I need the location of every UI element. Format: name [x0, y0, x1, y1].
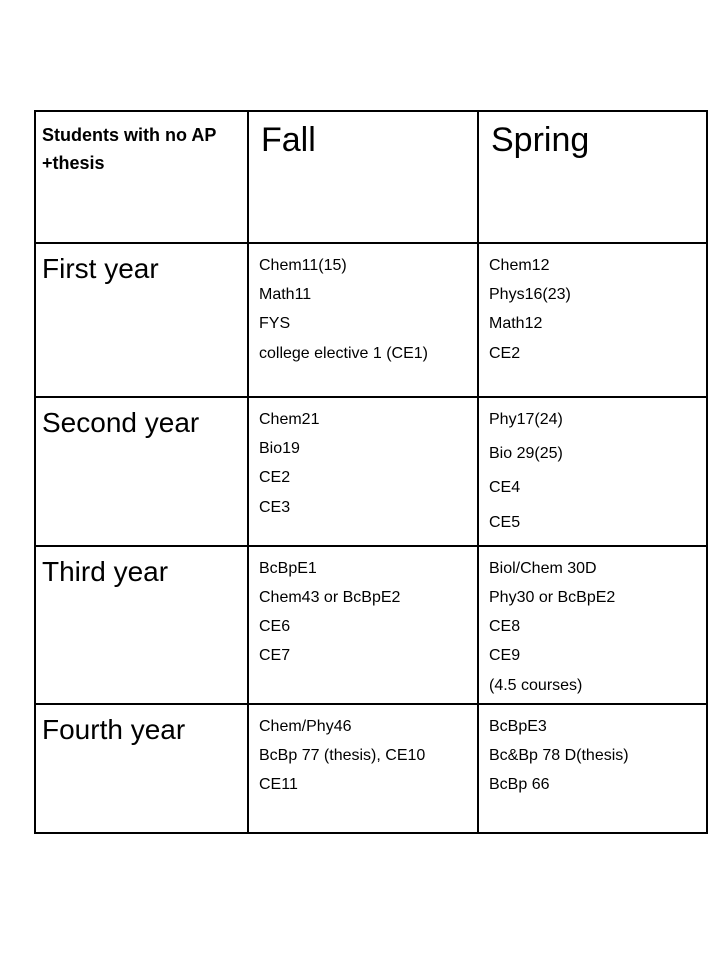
- spring-column-header: Spring: [491, 121, 590, 159]
- course-item: CE6: [259, 618, 291, 636]
- course-item: CE3: [259, 498, 291, 516]
- row-label-first-year: First year: [42, 253, 159, 284]
- course-item: college elective 1 (CE1): [259, 344, 428, 362]
- second-year-fall-cell: [248, 397, 478, 546]
- third-year-row: [35, 546, 707, 704]
- course-item: BcBp 66: [489, 776, 550, 794]
- row-label-second-year: Second year: [42, 407, 200, 438]
- course-item: Chem21: [259, 411, 320, 428]
- course-item: Chem12: [489, 257, 550, 274]
- course-item: Math12: [489, 315, 543, 333]
- row-header-cell: [35, 704, 248, 833]
- course-item: Chem11(15): [259, 257, 347, 274]
- course-list: [479, 547, 706, 697]
- course-list: [479, 244, 706, 365]
- course-item: Chem/Phy46: [259, 717, 352, 735]
- spring-header-cell: [478, 111, 707, 243]
- second-year-spring-cell: [478, 397, 707, 546]
- course-list: [249, 705, 477, 797]
- fourth-year-spring-cell: [478, 704, 707, 833]
- corner-cell: [35, 111, 248, 243]
- row-header-cell: [35, 397, 248, 546]
- course-item: CE2: [489, 344, 521, 362]
- course-item: Bio 29(25): [489, 445, 563, 463]
- fall-column-header: Fall: [261, 121, 316, 159]
- course-item: Phy30 or BcBpE2: [489, 588, 616, 606]
- fourth-year-row: [35, 704, 707, 833]
- row-label-fourth-year: Fourth year: [42, 713, 186, 745]
- course-item: CE9: [489, 647, 521, 665]
- row-label-third-year: Third year: [42, 555, 169, 587]
- course-item: CE8: [489, 618, 521, 636]
- course-list: [479, 398, 706, 534]
- row-header-cell: [35, 243, 248, 397]
- second-year-row: [35, 397, 707, 546]
- course-item: FYS: [259, 315, 291, 333]
- course-item: BcBp 77 (thesis), CE10: [259, 746, 426, 764]
- course-list: [479, 705, 706, 797]
- first-year-row: [35, 243, 707, 397]
- course-item: CE11: [259, 776, 298, 794]
- first-year-spring-cell: [478, 243, 707, 397]
- course-list: [249, 398, 477, 519]
- course-item: Chem43 or BcBpE2: [259, 588, 401, 606]
- course-item: CE2: [259, 469, 291, 487]
- third-year-fall-cell: [248, 546, 478, 704]
- row-header-cell: [35, 546, 248, 704]
- fall-header-cell: [248, 111, 478, 243]
- course-item: CE4: [489, 479, 521, 497]
- course-item: CE7: [259, 647, 291, 665]
- third-year-spring-cell: [478, 546, 707, 704]
- course-item: Phys16(23): [489, 286, 571, 304]
- course-list: [249, 244, 477, 365]
- course-count-note: (4.5 courses): [489, 676, 583, 694]
- course-plan-table: [34, 110, 708, 834]
- course-item: BcBpE3: [489, 717, 547, 735]
- course-item: Phy17(24): [489, 411, 563, 428]
- course-item: Bc&Bp 78 D(thesis): [489, 746, 629, 764]
- course-item: Bio19: [259, 440, 300, 458]
- course-item: BcBpE1: [259, 559, 317, 577]
- corner-label: Students with no AP +thesis: [42, 125, 216, 173]
- course-list: [249, 547, 477, 668]
- fourth-year-fall-cell: [248, 704, 478, 833]
- course-item: CE5: [489, 513, 521, 531]
- course-item: Biol/Chem 30D: [489, 559, 597, 577]
- course-item: Math11: [259, 286, 312, 304]
- first-year-fall-cell: [248, 243, 478, 397]
- header-row: [35, 111, 707, 243]
